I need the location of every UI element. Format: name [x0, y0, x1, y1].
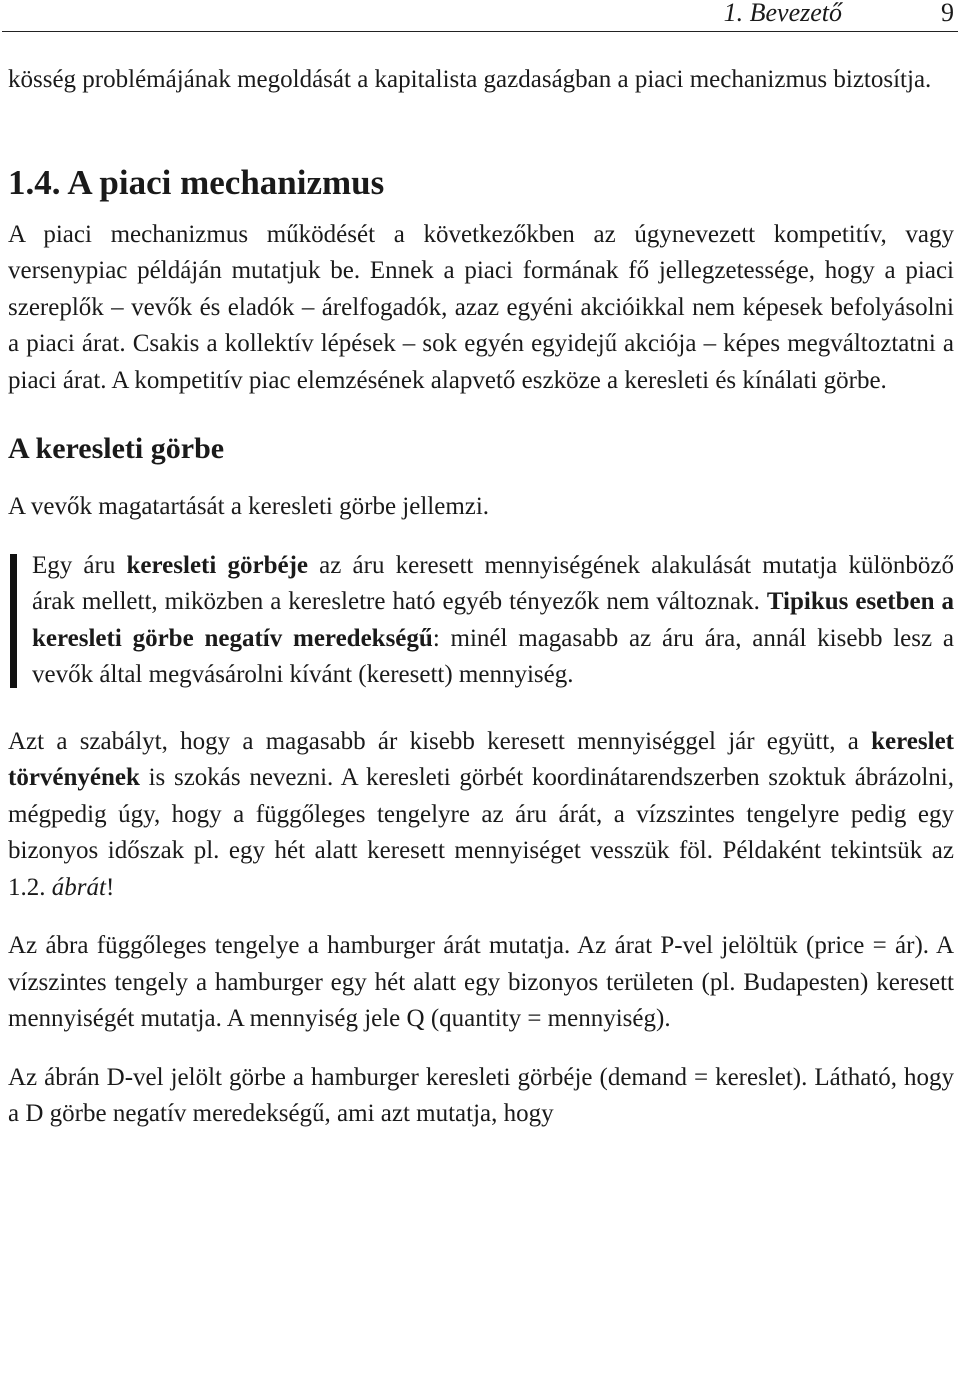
- definition-bold-term: keresleti görbéje: [126, 551, 308, 579]
- definition-text-1: Egy áru: [32, 551, 127, 579]
- law-text-1: Azt a szabályt, hogy a magasabb ár kisebb keresett mennyiséggel jár együtt, a: [8, 727, 872, 755]
- definition-bar: [10, 554, 17, 688]
- section-paragraph: A piaci mechanizmus működését a következőkben az úgynevezett kompetitív, vagy versenypiac példáján mutatjuk be. Ennek a piaci formának fő jellegzetessége, hogy a piaci szereplők – vevők és eladók – árelfogadók, azaz egyéni akcióikkal nem képesek befolyásolni a piaci árat. Csakis a kollektív lépések – sok egyén egyidejű akciója – képes megváltoztatni a piaci árat. A kompetitív piac elemzésének alapvető eszköze a keresleti és kínálati görbe.: [8, 220, 954, 394]
- section-heading: 1.4. A piaci mechanizmus: [8, 162, 385, 202]
- subsection-heading: A keresleti görbe: [8, 432, 225, 465]
- intro-paragraph: kösség problémájának megoldását a kapitalista gazdaságban a piaci mechanizmus biztosítja.: [8, 66, 932, 93]
- law-paragraph: [8, 724, 954, 907]
- header-rule: [2, 31, 958, 32]
- definition-text: [32, 548, 954, 694]
- page-number: 9: [941, 0, 954, 27]
- definition-text-3: : minél magasabb az áru ára, annál kisebb lesz a vevők által megvásárolni kívánt (keresett) mennyiség.: [32, 624, 954, 688]
- definition-bold-statement: Tipikus esetben a keresleti görbe negatív meredekségű: [32, 588, 954, 652]
- page-header: [0, 0, 960, 32]
- demand-paragraph: Az ábrán D-vel jelölt görbe a hamburger keresleti görbéje (demand = kereslet). Látható, hogy a D görbe negatív meredekségű, ami azt mutatja, hogy: [8, 1063, 954, 1127]
- law-text-2: is szokás nevezni. A keresleti görbét koordinátarendszerben szoktuk ábrázolni, mégpedig úgy, hogy a függőleges tengelyre az áru árát, a vízszintes tengelyre pedig egy bizonyos időszak pl. egy hét alatt keresett mennyiséget vesszük föl. Példaként tekintsük az 1.2.: [8, 764, 954, 901]
- subsection-paragraph: A vevők magatartását a keresleti görbe jellemzi.: [8, 493, 490, 520]
- page-content: [8, 62, 954, 1133]
- law-bold-term: kereslet törvényének: [8, 727, 954, 791]
- axes-paragraph: Az ábra függőleges tengelye a hamburger árát mutatja. Az árat P-vel jelöltük (price = ár). A vízszintes tengely a hamburger egy hét alatt egy bizonyos területen (pl. Budapesten) keresett mennyiségét mutatja. A mennyiség jele Q (quantity = mennyiség).: [8, 932, 954, 1032]
- law-text-3: !: [105, 873, 115, 901]
- definition-text-2: az áru keresett mennyiségének alakulását mutatja különböző árak mellett, miközben a keresletre ható egyéb tényezők nem változnak.: [32, 551, 954, 615]
- definition-box: [8, 548, 954, 694]
- running-title: 1. Bevezető: [723, 0, 842, 27]
- figure-reference: ábrát: [51, 873, 106, 901]
